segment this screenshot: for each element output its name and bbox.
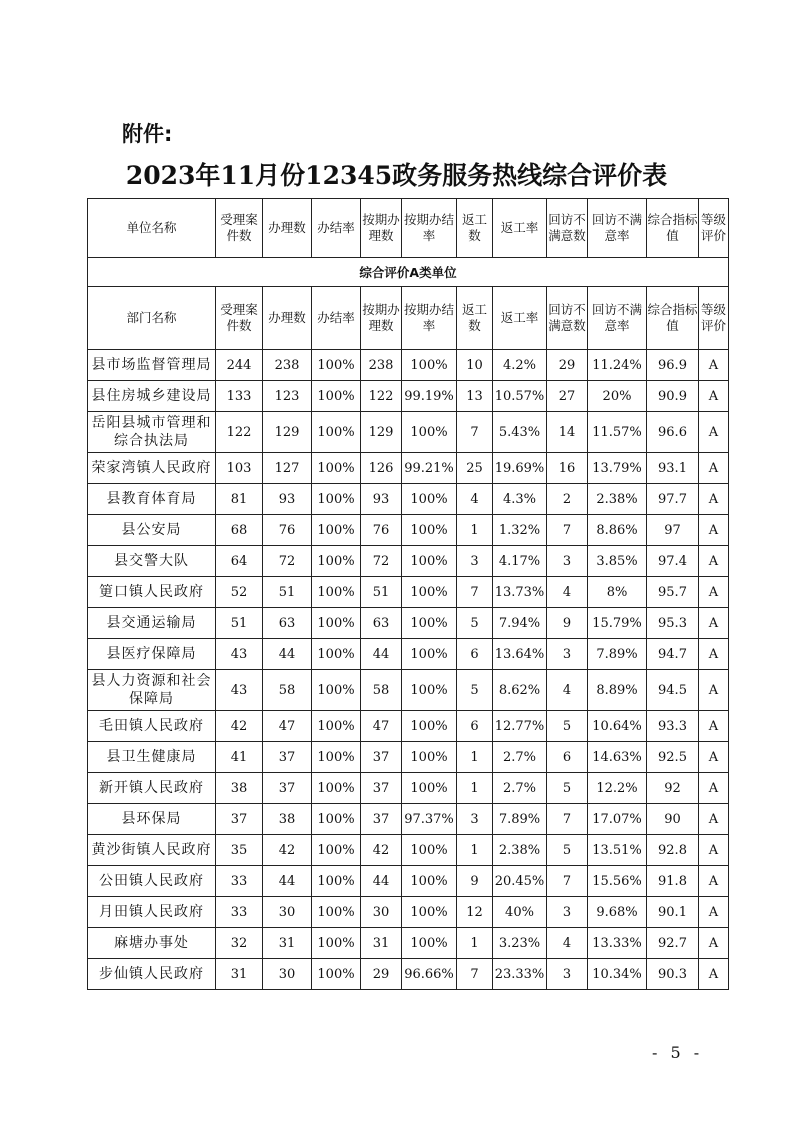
table-cell: 100% — [312, 773, 361, 804]
table-cell: 133 — [216, 381, 263, 412]
unit-name-cell: 麻塘办事处 — [88, 928, 216, 959]
table-cell: 97.37% — [402, 804, 457, 835]
table-cell: 9.68% — [588, 897, 647, 928]
table-cell: 33 — [216, 866, 263, 897]
table-cell: A — [699, 453, 729, 484]
header-cell: 综合指标值 — [647, 287, 699, 350]
evaluation-table — [87, 198, 729, 990]
table-cell: 100% — [402, 515, 457, 546]
unit-name-cell: 县人力资源和社会保障局 — [88, 670, 216, 711]
table-cell: 30 — [263, 959, 312, 990]
table-cell: 35 — [216, 835, 263, 866]
table-cell: 100% — [402, 546, 457, 577]
table-header-row — [88, 199, 729, 258]
table-row — [88, 484, 729, 515]
table-cell: 58 — [361, 670, 402, 711]
table-cell: 97.7 — [647, 484, 699, 515]
unit-name-cell: 县公安局 — [88, 515, 216, 546]
table-cell: 44 — [263, 866, 312, 897]
table-cell: 72 — [361, 546, 402, 577]
table-row — [88, 835, 729, 866]
table-row — [88, 608, 729, 639]
page-number: - 5 - — [652, 1043, 704, 1062]
unit-name-cell: 县卫生健康局 — [88, 742, 216, 773]
table-cell: 37 — [361, 773, 402, 804]
table-row — [88, 412, 729, 453]
table-cell: 13.51% — [588, 835, 647, 866]
table-cell: 37 — [263, 742, 312, 773]
table-row — [88, 959, 729, 990]
table-cell: 100% — [402, 866, 457, 897]
table-cell: 100% — [312, 835, 361, 866]
header-cell: 按期办结率 — [402, 287, 457, 350]
header-cell: 受理案件数 — [216, 287, 263, 350]
table-row — [88, 928, 729, 959]
table-cell: 93 — [263, 484, 312, 515]
table-cell: 11.57% — [588, 412, 647, 453]
header-cell: 返工率 — [493, 287, 547, 350]
table-cell: 100% — [312, 928, 361, 959]
table-cell: 2.38% — [493, 835, 547, 866]
table-cell: A — [699, 515, 729, 546]
table-cell: 8% — [588, 577, 647, 608]
table-cell: 123 — [263, 381, 312, 412]
table-cell: 37 — [216, 804, 263, 835]
table-cell: 100% — [312, 453, 361, 484]
table-cell: 16 — [547, 453, 588, 484]
category-label: 综合评价A类单位 — [88, 258, 729, 287]
table-cell: 95.3 — [647, 608, 699, 639]
unit-name-cell: 县环保局 — [88, 804, 216, 835]
table-cell: 52 — [216, 577, 263, 608]
table-cell: 244 — [216, 350, 263, 381]
table-cell: 8.86% — [588, 515, 647, 546]
table-cell: 6 — [457, 711, 493, 742]
table-cell: A — [699, 866, 729, 897]
unit-name-cell: 黄沙街镇人民政府 — [88, 835, 216, 866]
table-cell: 8.62% — [493, 670, 547, 711]
header-cell: 办理数 — [263, 287, 312, 350]
table-cell: 100% — [312, 670, 361, 711]
table-cell: A — [699, 412, 729, 453]
table-cell: 17.07% — [588, 804, 647, 835]
table-cell: 3.23% — [493, 928, 547, 959]
table-cell: 5 — [547, 711, 588, 742]
table-cell: 90.1 — [647, 897, 699, 928]
table-cell: 100% — [312, 804, 361, 835]
table-row — [88, 897, 729, 928]
table-cell: 129 — [263, 412, 312, 453]
category-row — [88, 258, 729, 287]
table-cell: 63 — [361, 608, 402, 639]
table-cell: 5.43% — [493, 412, 547, 453]
table-cell: 13.79% — [588, 453, 647, 484]
table-cell: 4.3% — [493, 484, 547, 515]
table-cell: 47 — [361, 711, 402, 742]
table-cell: 43 — [216, 639, 263, 670]
table-cell: 100% — [312, 959, 361, 990]
table-cell: 72 — [263, 546, 312, 577]
table-row — [88, 866, 729, 897]
table-cell: 10.64% — [588, 711, 647, 742]
table-cell: 127 — [263, 453, 312, 484]
table-cell: 4 — [547, 928, 588, 959]
unit-name-cell: 县市场监督管理局 — [88, 350, 216, 381]
table-cell: 100% — [402, 928, 457, 959]
table-cell: 7 — [547, 866, 588, 897]
table-cell: 100% — [312, 546, 361, 577]
table-cell: 3 — [457, 546, 493, 577]
table-cell: 1 — [457, 928, 493, 959]
table-cell: A — [699, 773, 729, 804]
unit-name-cell: 县交通运输局 — [88, 608, 216, 639]
table-cell: 68 — [216, 515, 263, 546]
table-cell: 58 — [263, 670, 312, 711]
unit-name-cell: 新开镇人民政府 — [88, 773, 216, 804]
table-cell: 31 — [263, 928, 312, 959]
table-cell: 100% — [312, 412, 361, 453]
table-cell: 7 — [547, 804, 588, 835]
table-cell: 100% — [402, 350, 457, 381]
table-cell: 96.6 — [647, 412, 699, 453]
header-cell: 返工数 — [457, 199, 493, 258]
table-cell: 20% — [588, 381, 647, 412]
table-cell: 7 — [457, 412, 493, 453]
table-cell: 100% — [312, 350, 361, 381]
table-row — [88, 515, 729, 546]
table-cell: 129 — [361, 412, 402, 453]
table-cell: 1 — [457, 773, 493, 804]
table-cell: 100% — [312, 897, 361, 928]
table-cell: 100% — [312, 577, 361, 608]
table-cell: 41 — [216, 742, 263, 773]
table-cell: 100% — [402, 897, 457, 928]
table-cell: 7 — [457, 959, 493, 990]
table-cell: 4 — [547, 577, 588, 608]
table-cell: 19.69% — [493, 453, 547, 484]
table-cell: 63 — [263, 608, 312, 639]
section-header-row — [88, 287, 729, 350]
table-cell: 7.94% — [493, 608, 547, 639]
table-row — [88, 350, 729, 381]
table-cell: 1 — [457, 835, 493, 866]
table-cell: A — [699, 639, 729, 670]
unit-name-cell: 荣家湾镇人民政府 — [88, 453, 216, 484]
table-cell: 15.56% — [588, 866, 647, 897]
table-cell: 100% — [312, 608, 361, 639]
table-cell: 8.89% — [588, 670, 647, 711]
table-cell: 90.9 — [647, 381, 699, 412]
table-cell: 100% — [312, 639, 361, 670]
header-cell: 等级评价 — [699, 199, 729, 258]
header-cell: 回访不满意率 — [588, 199, 647, 258]
table-cell: 43 — [216, 670, 263, 711]
table-cell: 13.73% — [493, 577, 547, 608]
table-cell: 23.33% — [493, 959, 547, 990]
table-cell: 40% — [493, 897, 547, 928]
table-cell: A — [699, 381, 729, 412]
table-cell: 2.7% — [493, 742, 547, 773]
table-cell: 100% — [402, 412, 457, 453]
table-cell: 3 — [547, 639, 588, 670]
table-cell: 100% — [402, 484, 457, 515]
table-cell: 1.32% — [493, 515, 547, 546]
table-cell: 42 — [361, 835, 402, 866]
table-cell: 1 — [457, 515, 493, 546]
table-row — [88, 381, 729, 412]
table-row — [88, 639, 729, 670]
table-cell: 238 — [263, 350, 312, 381]
table-cell: 44 — [361, 866, 402, 897]
table-cell: 122 — [361, 381, 402, 412]
table-cell: 10.57% — [493, 381, 547, 412]
table-cell: A — [699, 350, 729, 381]
table-cell: 30 — [263, 897, 312, 928]
attachment-label: 附件: — [122, 122, 173, 146]
table-cell: A — [699, 608, 729, 639]
table-cell: A — [699, 835, 729, 866]
table-cell: 33 — [216, 897, 263, 928]
table-cell: A — [699, 577, 729, 608]
table-cell: 5 — [547, 773, 588, 804]
unit-name-cell: 步仙镇人民政府 — [88, 959, 216, 990]
header-cell: 办理数 — [263, 199, 312, 258]
table-cell: 14 — [547, 412, 588, 453]
table-cell: 12.77% — [493, 711, 547, 742]
table-cell: 96.9 — [647, 350, 699, 381]
table-cell: A — [699, 897, 729, 928]
table-cell: 92 — [647, 773, 699, 804]
table-cell: A — [699, 711, 729, 742]
unit-name-cell: 县住房城乡建设局 — [88, 381, 216, 412]
table-cell: 12.2% — [588, 773, 647, 804]
table-cell: 1 — [457, 742, 493, 773]
table-cell: 51 — [361, 577, 402, 608]
table-cell: 38 — [263, 804, 312, 835]
table-cell: A — [699, 484, 729, 515]
table-cell: 51 — [216, 608, 263, 639]
table-cell: 93.1 — [647, 453, 699, 484]
table-cell: A — [699, 670, 729, 711]
table-cell: 81 — [216, 484, 263, 515]
table-row — [88, 546, 729, 577]
table-cell: 32 — [216, 928, 263, 959]
unit-name-cell: 县医疗保障局 — [88, 639, 216, 670]
header-cell: 回访不满意率 — [588, 287, 647, 350]
table-cell: 30 — [361, 897, 402, 928]
table-cell: 100% — [312, 381, 361, 412]
table-cell: 20.45% — [493, 866, 547, 897]
table-cell: 91.8 — [647, 866, 699, 897]
table-cell: 44 — [263, 639, 312, 670]
table-cell: 42 — [216, 711, 263, 742]
table-cell: 97 — [647, 515, 699, 546]
table-body — [88, 199, 729, 990]
table-cell: 9 — [457, 866, 493, 897]
unit-name-cell: 筻口镇人民政府 — [88, 577, 216, 608]
table-cell: 100% — [402, 608, 457, 639]
table-cell: 2.38% — [588, 484, 647, 515]
table-row — [88, 804, 729, 835]
header-cell: 等级评价 — [699, 287, 729, 350]
table-cell: 76 — [263, 515, 312, 546]
table-cell: 99.21% — [402, 453, 457, 484]
table-cell: 93 — [361, 484, 402, 515]
header-cell: 回访不满意数 — [547, 287, 588, 350]
header-cell: 返工率 — [493, 199, 547, 258]
table-cell: 93.3 — [647, 711, 699, 742]
table-cell: 94.7 — [647, 639, 699, 670]
table-cell: 100% — [312, 515, 361, 546]
table-cell: 2 — [547, 484, 588, 515]
table-cell: 96.66% — [402, 959, 457, 990]
table-cell: 13.33% — [588, 928, 647, 959]
table-cell: 31 — [216, 959, 263, 990]
table-cell: 11.24% — [588, 350, 647, 381]
table-cell: 90 — [647, 804, 699, 835]
table-cell: 3 — [547, 546, 588, 577]
table-cell: 92.8 — [647, 835, 699, 866]
table-cell: 44 — [361, 639, 402, 670]
table-cell: 100% — [402, 742, 457, 773]
table-cell: 13.64% — [493, 639, 547, 670]
table-cell: 9 — [547, 608, 588, 639]
table-cell: 97.4 — [647, 546, 699, 577]
table-cell: 4 — [457, 484, 493, 515]
unit-name-cell: 毛田镇人民政府 — [88, 711, 216, 742]
table-cell: 5 — [547, 835, 588, 866]
header-cell: 综合指标值 — [647, 199, 699, 258]
table-cell: A — [699, 742, 729, 773]
table-cell: 29 — [361, 959, 402, 990]
table-cell: 3 — [547, 897, 588, 928]
table-cell: 42 — [263, 835, 312, 866]
header-cell: 按期办结率 — [402, 199, 457, 258]
table-row — [88, 711, 729, 742]
table-cell: A — [699, 546, 729, 577]
table-cell: A — [699, 804, 729, 835]
table-cell: 6 — [547, 742, 588, 773]
table-cell: 31 — [361, 928, 402, 959]
table-cell: 7 — [457, 577, 493, 608]
table-cell: 5 — [457, 670, 493, 711]
table-row — [88, 577, 729, 608]
table-cell: 7.89% — [588, 639, 647, 670]
header-cell: 部门名称 — [88, 287, 216, 350]
table-cell: 126 — [361, 453, 402, 484]
table-cell: 37 — [361, 742, 402, 773]
table-cell: 100% — [402, 577, 457, 608]
table-cell: 100% — [312, 742, 361, 773]
table-cell: 3.85% — [588, 546, 647, 577]
table-cell: A — [699, 959, 729, 990]
table-cell: 100% — [402, 711, 457, 742]
table-cell: 238 — [361, 350, 402, 381]
unit-name-cell: 岳阳县城市管理和综合执法局 — [88, 412, 216, 453]
table-row — [88, 742, 729, 773]
table-cell: 95.7 — [647, 577, 699, 608]
table-cell: 13 — [457, 381, 493, 412]
table-row — [88, 773, 729, 804]
table-row — [88, 670, 729, 711]
table-cell: 51 — [263, 577, 312, 608]
header-cell: 回访不满意数 — [547, 199, 588, 258]
table-cell: 47 — [263, 711, 312, 742]
table-cell: 100% — [402, 639, 457, 670]
table-cell: 92.7 — [647, 928, 699, 959]
unit-name-cell: 县教育体育局 — [88, 484, 216, 515]
table-cell: 122 — [216, 412, 263, 453]
table-cell: A — [699, 928, 729, 959]
table-cell: 100% — [312, 866, 361, 897]
table-cell: 27 — [547, 381, 588, 412]
table-cell: 100% — [402, 670, 457, 711]
table-cell: 3 — [547, 959, 588, 990]
table-cell: 7.89% — [493, 804, 547, 835]
table-cell: 4 — [547, 670, 588, 711]
table-cell: 76 — [361, 515, 402, 546]
table-cell: 14.63% — [588, 742, 647, 773]
table-row — [88, 453, 729, 484]
header-cell: 返工数 — [457, 287, 493, 350]
table-cell: 10 — [457, 350, 493, 381]
table-cell: 38 — [216, 773, 263, 804]
header-cell: 按期办理数 — [361, 287, 402, 350]
table-cell: 4.2% — [493, 350, 547, 381]
table-cell: 37 — [361, 804, 402, 835]
header-cell: 受理案件数 — [216, 199, 263, 258]
table-cell: 10.34% — [588, 959, 647, 990]
header-cell: 单位名称 — [88, 199, 216, 258]
table-cell: 94.5 — [647, 670, 699, 711]
unit-name-cell: 月田镇人民政府 — [88, 897, 216, 928]
table-cell: 37 — [263, 773, 312, 804]
table-cell: 92.5 — [647, 742, 699, 773]
header-cell: 办结率 — [312, 199, 361, 258]
table-cell: 99.19% — [402, 381, 457, 412]
unit-name-cell: 公田镇人民政府 — [88, 866, 216, 897]
table-cell: 2.7% — [493, 773, 547, 804]
table-cell: 64 — [216, 546, 263, 577]
header-cell: 办结率 — [312, 287, 361, 350]
table-cell: 100% — [402, 773, 457, 804]
table-cell: 100% — [402, 835, 457, 866]
table-cell: 90.3 — [647, 959, 699, 990]
table-cell: 7 — [547, 515, 588, 546]
unit-name-cell: 县交警大队 — [88, 546, 216, 577]
table-cell: 100% — [312, 484, 361, 515]
header-cell: 按期办理数 — [361, 199, 402, 258]
document-title: 2023年11月份12345政务服务热线综合评价表 — [125, 161, 668, 190]
table-cell: 29 — [547, 350, 588, 381]
table-cell: 6 — [457, 639, 493, 670]
table-cell: 5 — [457, 608, 493, 639]
table-cell: 12 — [457, 897, 493, 928]
table-cell: 15.79% — [588, 608, 647, 639]
table-cell: 3 — [457, 804, 493, 835]
table-cell: 103 — [216, 453, 263, 484]
table-cell: 4.17% — [493, 546, 547, 577]
table-cell: 25 — [457, 453, 493, 484]
table-cell: 100% — [312, 711, 361, 742]
